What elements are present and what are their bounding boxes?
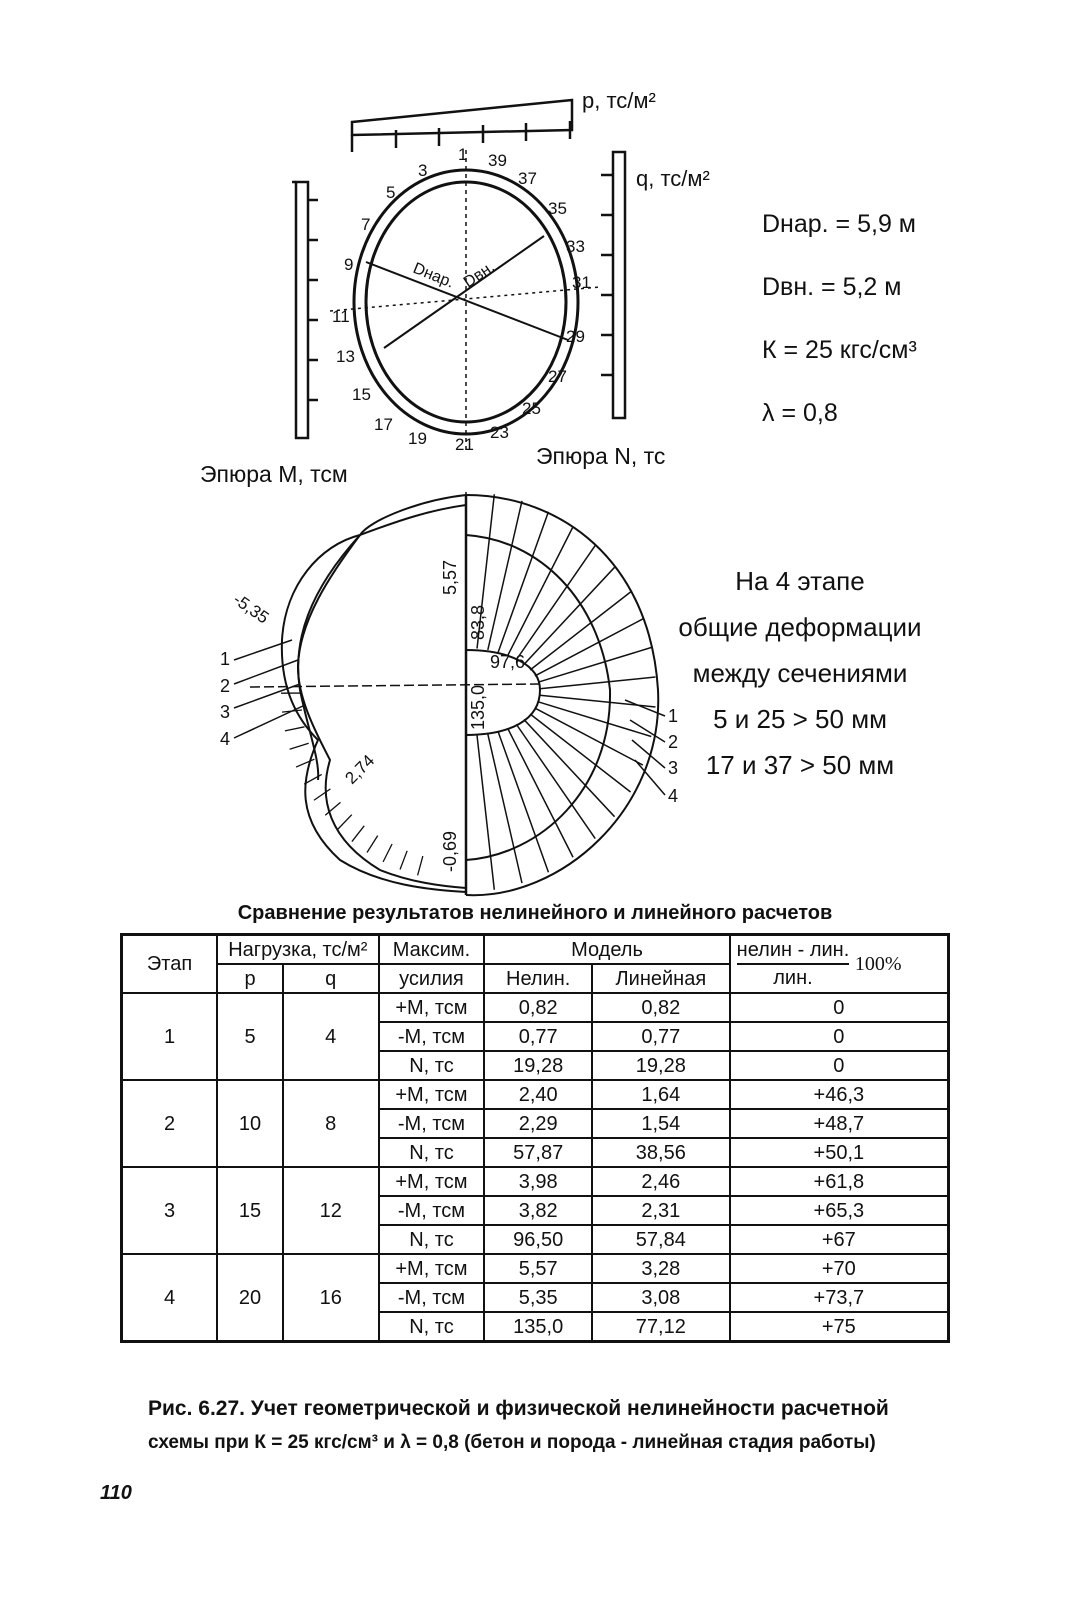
cell-effort: N, тс bbox=[379, 1312, 485, 1342]
header-ratio-den: лин. bbox=[773, 967, 813, 989]
figure-caption bbox=[148, 1392, 968, 1460]
cell-linear: 2,46 bbox=[592, 1167, 730, 1196]
cell-effort: -М, тсм bbox=[379, 1196, 485, 1225]
header-effort-2: усилия bbox=[379, 964, 485, 993]
cell-effort: +М, тсм bbox=[379, 993, 485, 1022]
caption-line-1: Рис. 6.27. Учет геометрической и физической нелинейности расчетной bbox=[148, 1397, 889, 1420]
cell-nonlinear: 5,35 bbox=[484, 1283, 592, 1312]
table-row bbox=[122, 1167, 949, 1196]
q-load-label: q, тс/м² bbox=[636, 166, 710, 191]
m-grid-line bbox=[400, 851, 407, 870]
cell-q: 8 bbox=[283, 1080, 379, 1167]
header-ratio-pct: 100% bbox=[854, 953, 902, 975]
svg-text:21: 21 bbox=[455, 435, 474, 454]
svg-text:4: 4 bbox=[668, 786, 679, 806]
svg-text:23: 23 bbox=[490, 423, 509, 442]
svg-text:35: 35 bbox=[548, 199, 567, 218]
cell-linear: 3,28 bbox=[592, 1254, 730, 1283]
ring-load-diagram bbox=[0, 0, 1089, 500]
cell-stage: 2 bbox=[122, 1080, 218, 1167]
cell-effort: -М, тсм bbox=[379, 1109, 485, 1138]
m-grid-line bbox=[338, 815, 352, 829]
table-row bbox=[122, 993, 949, 1022]
cell-linear: 57,84 bbox=[592, 1225, 730, 1254]
svg-text:5: 5 bbox=[386, 183, 396, 202]
cell-diff: +67 bbox=[730, 1225, 949, 1254]
n-value-top: 5,57 bbox=[440, 559, 460, 595]
n-value-mid: 83,8 bbox=[468, 604, 488, 640]
header-load: Нагрузка, тс/м² bbox=[217, 935, 378, 965]
cell-effort: +М, тсм bbox=[379, 1080, 485, 1109]
cell-diff: 0 bbox=[730, 1051, 949, 1080]
m-value-pos: 2,74 bbox=[341, 750, 379, 788]
cell-effort: +М, тсм bbox=[379, 1254, 485, 1283]
param-d-inner: Dвн. = 5,2 м bbox=[762, 273, 902, 301]
cell-nonlinear: 2,40 bbox=[484, 1080, 592, 1109]
cell-diff: +46,3 bbox=[730, 1080, 949, 1109]
cell-effort: -М, тсм bbox=[379, 1283, 485, 1312]
cell-nonlinear: 3,98 bbox=[484, 1167, 592, 1196]
header-ratio bbox=[730, 935, 949, 994]
d-inner-label: Dвн. bbox=[460, 258, 498, 292]
cell-effort: +М, тсм bbox=[379, 1167, 485, 1196]
m-grid-line bbox=[383, 844, 392, 862]
q-load-right bbox=[601, 152, 625, 418]
svg-text:29: 29 bbox=[566, 327, 585, 346]
svg-text:1: 1 bbox=[220, 649, 231, 669]
cell-stage: 3 bbox=[122, 1167, 218, 1254]
cell-nonlinear: 5,57 bbox=[484, 1254, 592, 1283]
header-row-1 bbox=[122, 935, 949, 965]
svg-text:4: 4 bbox=[220, 729, 231, 749]
cell-diff: +61,8 bbox=[730, 1167, 949, 1196]
svg-text:3: 3 bbox=[418, 161, 428, 180]
param-k: К = 25 кгс/см³ bbox=[762, 336, 917, 364]
param-lambda: λ = 0,8 bbox=[762, 399, 838, 427]
table-row bbox=[122, 1080, 949, 1109]
m-grid-line bbox=[314, 789, 330, 800]
cell-linear: 1,64 bbox=[592, 1080, 730, 1109]
svg-text:3: 3 bbox=[668, 758, 679, 778]
cell-nonlinear: 96,50 bbox=[484, 1225, 592, 1254]
param-d-outer: Dнар. = 5,9 м bbox=[762, 210, 916, 238]
cell-nonlinear: 3,82 bbox=[484, 1196, 592, 1225]
cell-linear: 1,54 bbox=[592, 1109, 730, 1138]
cell-diff: +48,7 bbox=[730, 1109, 949, 1138]
header-q: q bbox=[283, 964, 379, 993]
table-title: Сравнение результатов нелинейного и линейного расчетов bbox=[237, 902, 833, 924]
header-stage: Этап bbox=[122, 935, 218, 994]
cell-diff: 0 bbox=[730, 993, 949, 1022]
cell-p: 10 bbox=[217, 1080, 283, 1167]
cell-nonlinear: 2,29 bbox=[484, 1109, 592, 1138]
header-nonlinear: Нелин. bbox=[484, 964, 592, 993]
epure-m-label: Эпюра М, тсм bbox=[200, 461, 348, 487]
cell-q: 12 bbox=[283, 1167, 379, 1254]
cell-q: 16 bbox=[283, 1254, 379, 1342]
d-outer-label: Dнар. bbox=[410, 259, 457, 292]
svg-text:33: 33 bbox=[566, 237, 585, 256]
svg-text:25: 25 bbox=[522, 399, 541, 418]
stage-leaders-left bbox=[234, 640, 305, 738]
m-grid-line bbox=[285, 727, 305, 731]
cell-p: 5 bbox=[217, 993, 283, 1080]
stage-4-note: На 4 этапе общие деформации между сечениями 5 и 25 > 50 мм 17 и 37 > 50 мм bbox=[678, 566, 922, 780]
cell-effort: -М, тсм bbox=[379, 1022, 485, 1051]
cell-stage: 1 bbox=[122, 993, 218, 1080]
m-grid-line bbox=[352, 826, 364, 842]
stage-leaders-right bbox=[625, 700, 665, 795]
cell-effort: N, тс bbox=[379, 1138, 485, 1167]
cell-linear: 3,08 bbox=[592, 1283, 730, 1312]
n-value-max: 135,0 bbox=[468, 684, 488, 730]
m-grid-line bbox=[418, 856, 423, 875]
svg-text:11: 11 bbox=[332, 307, 350, 326]
svg-text:9: 9 bbox=[344, 255, 354, 274]
svg-text:15: 15 bbox=[352, 385, 371, 404]
n-value-inner: 97,6 bbox=[490, 652, 526, 672]
svg-text:27: 27 bbox=[548, 367, 567, 386]
cell-linear: 0,82 bbox=[592, 993, 730, 1022]
table-body bbox=[122, 993, 949, 1342]
svg-text:3: 3 bbox=[220, 702, 231, 722]
header-ratio-num: нелин - лин. bbox=[737, 937, 850, 965]
header-model: Модель bbox=[484, 935, 729, 965]
svg-text:13: 13 bbox=[336, 347, 355, 366]
svg-text:1: 1 bbox=[458, 145, 468, 164]
table-row bbox=[122, 1254, 949, 1283]
n-value-bottom: -0,69 bbox=[440, 830, 460, 872]
svg-text:17: 17 bbox=[374, 415, 393, 434]
svg-text:39: 39 bbox=[488, 151, 507, 170]
n-radial-line bbox=[498, 512, 548, 653]
cell-linear: 38,56 bbox=[592, 1138, 730, 1167]
cell-effort: N, тс bbox=[379, 1051, 485, 1080]
cell-diff: +75 bbox=[730, 1312, 949, 1342]
cell-linear: 77,12 bbox=[592, 1312, 730, 1342]
cell-nonlinear: 19,28 bbox=[484, 1051, 592, 1080]
svg-text:1: 1 bbox=[668, 706, 679, 726]
cell-q: 4 bbox=[283, 993, 379, 1080]
n-radial-line bbox=[488, 501, 522, 650]
m-epure bbox=[282, 495, 466, 892]
cell-diff: +73,7 bbox=[730, 1283, 949, 1312]
p-load-label: p, тс/м² bbox=[582, 88, 656, 113]
cell-nonlinear: 135,0 bbox=[484, 1312, 592, 1342]
m-grid-line bbox=[367, 836, 378, 853]
cell-diff: +70 bbox=[730, 1254, 949, 1283]
header-effort-1: Максим. bbox=[379, 935, 485, 965]
n-radial-line bbox=[516, 545, 595, 659]
header-p: р bbox=[217, 964, 283, 993]
n-epure-radial-lines bbox=[466, 492, 655, 892]
cell-stage: 4 bbox=[122, 1254, 218, 1342]
m-grid-line bbox=[296, 759, 314, 767]
svg-text:31: 31 bbox=[572, 273, 591, 292]
cell-nonlinear: 57,87 bbox=[484, 1138, 592, 1167]
page-number: 110 bbox=[100, 1482, 132, 1504]
cell-nonlinear: 0,82 bbox=[484, 993, 592, 1022]
n-radial-line bbox=[488, 734, 522, 883]
n-radial-line bbox=[540, 677, 656, 689]
caption-line-2: схемы при К = 25 кгс/см³ и λ = 0,8 (бетон и порода - линейная стадия работы) bbox=[148, 1432, 876, 1453]
q-load-left bbox=[292, 182, 318, 438]
cell-diff: +50,1 bbox=[730, 1138, 949, 1167]
header-linear: Линейная bbox=[592, 964, 730, 993]
results-table bbox=[120, 933, 950, 1343]
svg-text:19: 19 bbox=[408, 429, 427, 448]
cell-p: 15 bbox=[217, 1167, 283, 1254]
epure-n-label: Эпюра N, тс bbox=[536, 443, 666, 469]
cell-linear: 0,77 bbox=[592, 1022, 730, 1051]
cell-linear: 19,28 bbox=[592, 1051, 730, 1080]
cell-linear: 2,31 bbox=[592, 1196, 730, 1225]
cell-effort: N, тс bbox=[379, 1225, 485, 1254]
m-grid-line bbox=[290, 743, 309, 749]
m-value-neg: -5,35 bbox=[229, 589, 273, 628]
cell-diff: 0 bbox=[730, 1022, 949, 1051]
cell-diff: +65,3 bbox=[730, 1196, 949, 1225]
cell-p: 20 bbox=[217, 1254, 283, 1342]
tunnel-ring bbox=[330, 150, 600, 452]
svg-text:7: 7 bbox=[361, 215, 371, 234]
svg-text:37: 37 bbox=[518, 169, 537, 188]
cell-nonlinear: 0,77 bbox=[484, 1022, 592, 1051]
svg-text:2: 2 bbox=[668, 732, 679, 752]
stage-marks-left bbox=[220, 649, 230, 749]
n-radial-line bbox=[477, 736, 494, 890]
svg-text:2: 2 bbox=[220, 676, 231, 696]
parameters bbox=[762, 210, 917, 462]
